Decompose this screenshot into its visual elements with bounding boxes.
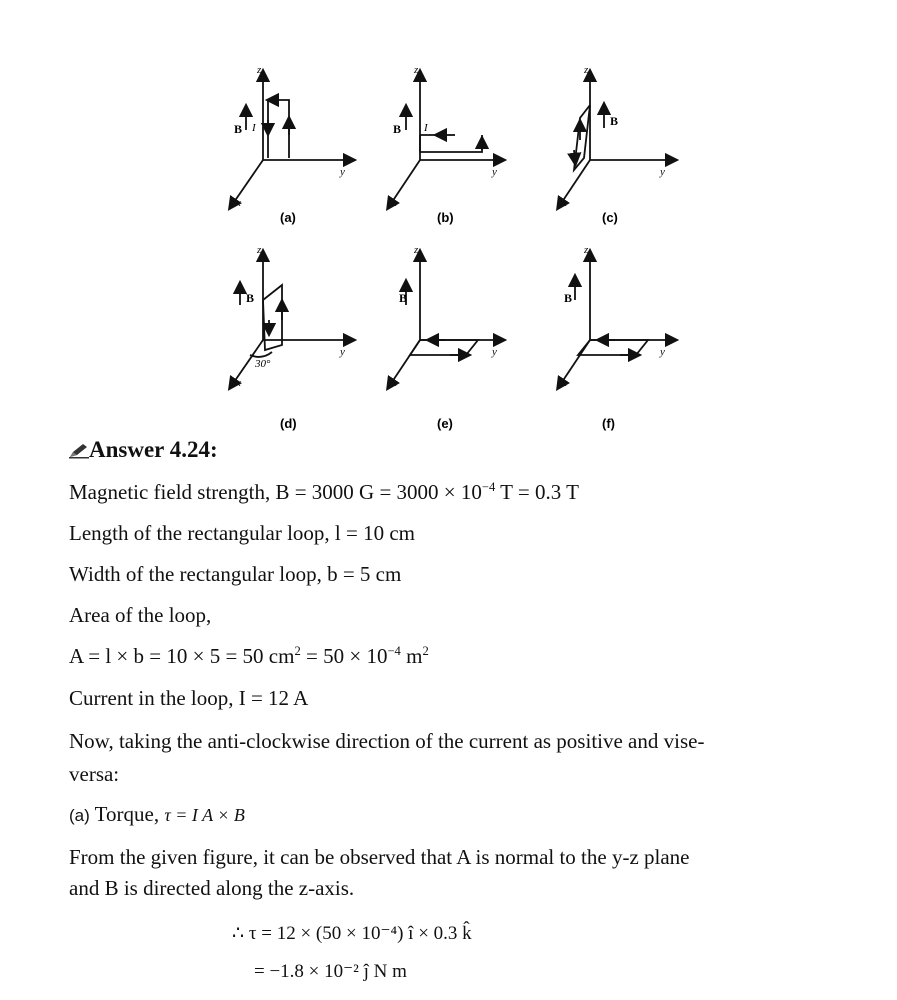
- z-axis-label: z: [414, 64, 419, 76]
- b-label-f: B: [564, 291, 573, 305]
- panel-label-b: (b): [437, 210, 454, 225]
- b-label-b: B: [393, 122, 402, 136]
- z-axis-label: z: [584, 244, 589, 256]
- y-axis-label: y: [660, 346, 665, 358]
- panel-label-e: (e): [437, 416, 453, 431]
- torque-formula: τ = I A × B: [164, 805, 245, 825]
- pencil-icon: [69, 443, 89, 459]
- width-line: Width of the rectangular loop, b = 5 cm: [69, 562, 402, 586]
- loop-orientation-figures: [0, 0, 897, 440]
- b-label-e: B: [399, 291, 408, 305]
- panel-label-c: (c): [602, 210, 618, 225]
- x-axis-label: x: [392, 377, 397, 389]
- b-label-c: B: [610, 114, 619, 128]
- x-axis-label: x: [392, 197, 397, 209]
- x-axis-label: x: [562, 377, 567, 389]
- area-label-line: Area of the loop,: [69, 603, 212, 627]
- area-equation-line: A = l × b = 10 × 5 = 50 $cm^2 = 50 \times 10^{-4}$ $m^2$: [69, 644, 429, 668]
- panel-label-f: (f): [602, 416, 615, 431]
- calculation-line-1: ∴ τ = 12 × (50 × 10⁻⁴) î × 0.3 k̂: [232, 923, 472, 944]
- panel-label-d: (d): [280, 416, 297, 431]
- part-a-line: (a) Torque, τ = I A × B: [69, 802, 245, 826]
- convention-continued-line: versa:: [69, 762, 120, 786]
- z-axis-label: z: [414, 244, 419, 256]
- panel-b: [390, 75, 500, 205]
- angle-label-d: 30°: [255, 358, 271, 370]
- x-axis-label: x: [236, 377, 241, 389]
- panel-a: [232, 75, 350, 205]
- x-axis-label: x: [236, 197, 241, 209]
- z-axis-label: z: [584, 64, 589, 76]
- field-strength-line: Magnetic field strength, B = 3000 $G = 3000 \times 10^{-4}$ T = 0.3 T: [69, 480, 579, 504]
- length-line: Length of the rectangular loop, l = 10 cm: [69, 521, 415, 545]
- z-axis-label: z: [257, 244, 262, 256]
- y-axis-label: y: [340, 346, 345, 358]
- panel-c: [560, 75, 672, 205]
- panel-d: [232, 255, 350, 385]
- convention-line: Now, taking the anti-clockwise direction of the current as positive and vise-: [69, 729, 705, 753]
- y-axis-label: y: [492, 346, 497, 358]
- y-axis-label: y: [340, 166, 345, 178]
- y-axis-label: y: [660, 166, 665, 178]
- b-label-a: B: [234, 122, 243, 136]
- panel-e: [390, 255, 500, 385]
- y-axis-label: y: [492, 166, 497, 178]
- z-axis-label: z: [257, 64, 262, 76]
- panel-f: [560, 255, 672, 385]
- b-label-d: B: [246, 291, 255, 305]
- observation-line-1: From the given figure, it can be observed that A is normal to the y-z plane: [69, 845, 690, 869]
- observation-line-2: and B is directed along the z-axis.: [69, 876, 355, 900]
- current-label-b: I: [424, 122, 428, 134]
- current-line: Current in the loop, I = 12 A: [69, 686, 309, 710]
- calculation-line-2: = −1.8 × 10⁻² ĵ N m: [254, 961, 407, 982]
- current-label-a: I: [252, 122, 256, 134]
- panel-label-a: (a): [280, 210, 296, 225]
- x-axis-label: x: [562, 197, 567, 209]
- answer-heading: Answer 4.24:: [69, 437, 218, 463]
